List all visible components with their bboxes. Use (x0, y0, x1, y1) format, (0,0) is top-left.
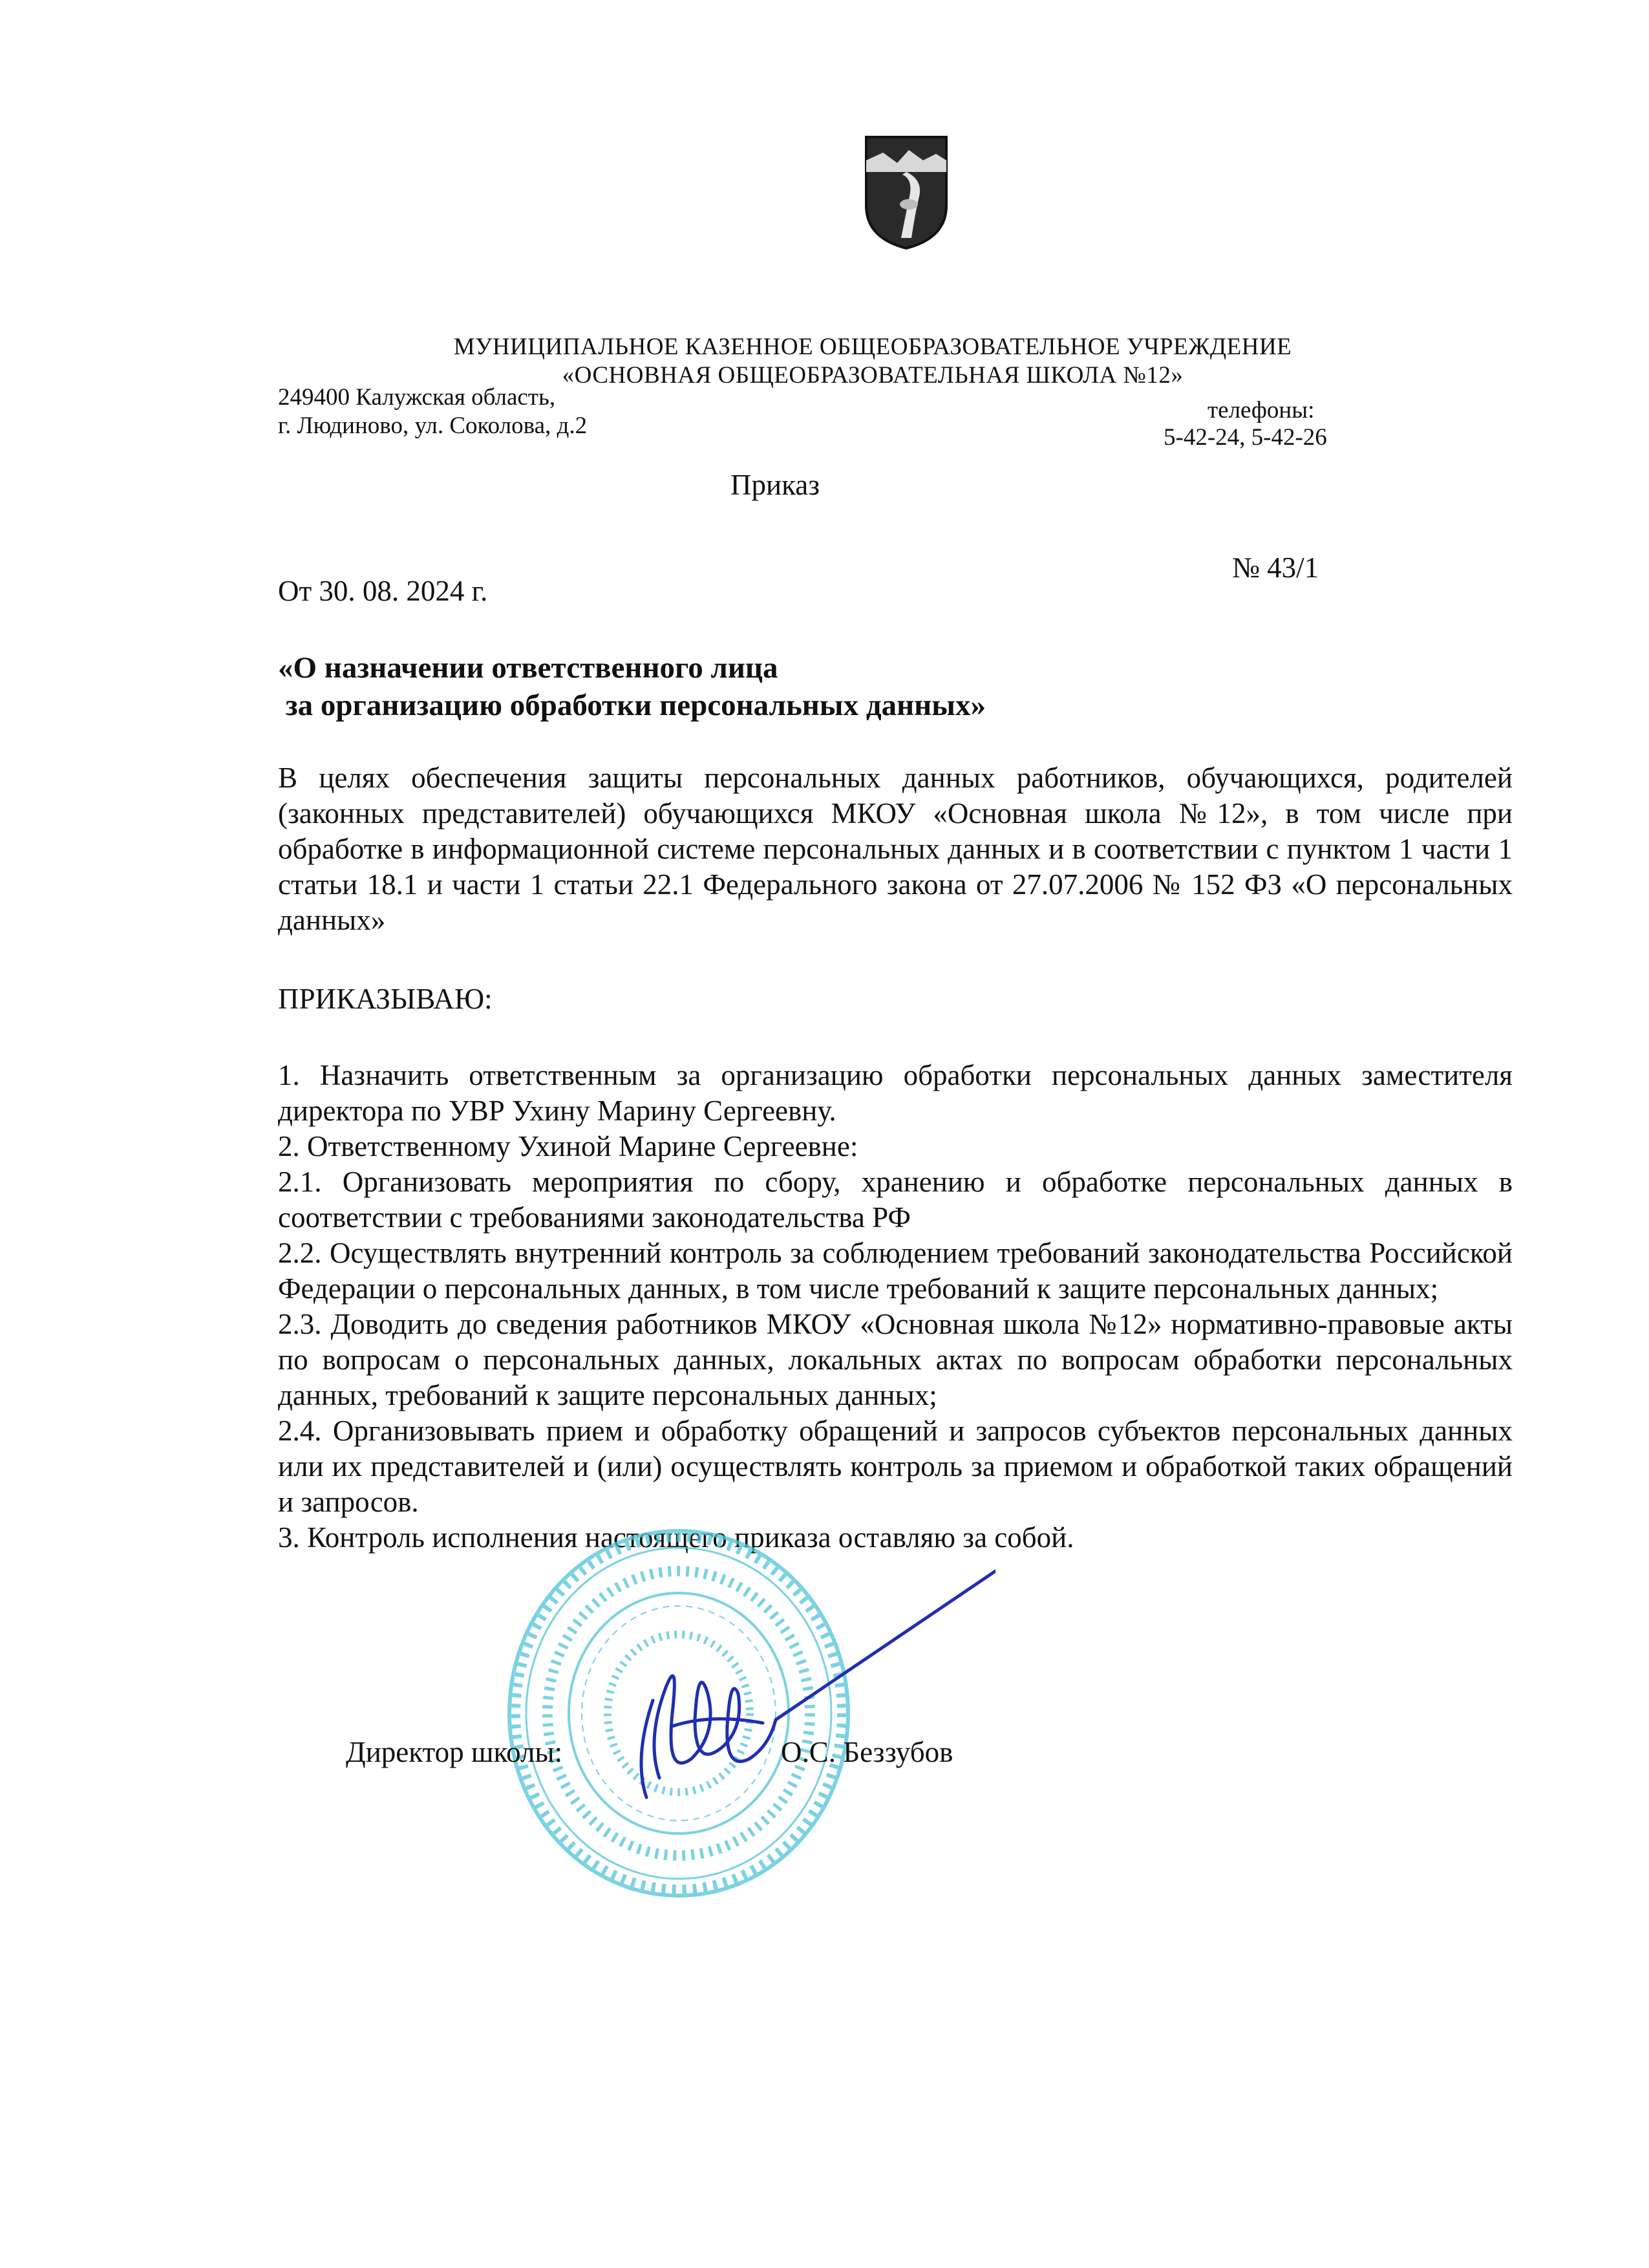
order-items (278, 1058, 1513, 1556)
document-subject (278, 649, 986, 724)
handwritten-signature (569, 1565, 995, 1862)
order-item-2-4: 2.4. Организовывать прием и обработку обращений и запросов субъектов персональных данных или их представителей и (или) осуществлять контроль за приемом и обработкой таких обращений и запросов. (278, 1415, 1513, 1518)
order-item-2-3: 2.3. Доводить до сведения работников МКОУ «Основная школа №12» нормативно-правовые акты по вопросам о персональных данных, локальных актах по вопросам обработки персональных данных, требований к защите персональных данных; (278, 1308, 1513, 1411)
coat-of-arms-icon (864, 134, 949, 251)
decree-heading: ПРИКАЗЫВАЮ: (278, 983, 493, 1015)
order-item-1: 1. Назначить ответственным за организацию обработки персональных данных заместителя директора по УВР Ухину Марину Сергеевну. (278, 1059, 1513, 1127)
order-item-2-1: 2.1. Организовать мероприятия по сбору, хранению и обработке персональных данных в соответствии с требованиями законодательства РФ (278, 1166, 1513, 1234)
document-title: Приказ (730, 469, 820, 501)
order-item-2-2: 2.2. Осуществлять внутренний контроль за соблюдением требований законодательства Российской Федерации о персональных данных, в том числе требований к защите персональных данных; (278, 1237, 1513, 1305)
address-line1: 249400 Калужская область, (278, 384, 556, 411)
preamble-paragraph: В целях обеспечения защиты персональных данных работников, обучающихся, родителей (законных представителей) обучающихся МКОУ «Основная школа №12», в том числе при обработке в информационной системе персональных данных и в соответствии с пунктом 1 части 1 статьи 18.1 и части 1 статьи 22.1 Федерального закона от 27.07.2006 № 152 ФЗ «О персональных данных» (278, 762, 1513, 936)
document-number: № 43/1 (1232, 551, 1319, 584)
address-line2: г. Людиново, ул. Соколова, д.2 (278, 412, 588, 439)
signature-role: Директор школы: (346, 1736, 563, 1768)
institution-name-line2: «ОСНОВНАЯ ОБЩЕОБРАЗОВАТЕЛЬНАЯ ШКОЛА №12» (562, 362, 1184, 389)
subject-line1: «О назначении ответственного лица (278, 651, 778, 685)
phones-label: телефоны: (1207, 397, 1315, 423)
order-item-2: 2. Ответственному Ухиной Марине Сергеевне: (278, 1130, 858, 1162)
phones: 5-42-24, 5-42-26 (1164, 424, 1327, 451)
institution-name-line1: МУНИЦИПАЛЬНОЕ КАЗЕННОЕ ОБЩЕОБРАЗОВАТЕЛЬНОЕ УЧРЕЖДЕНИЕ (453, 334, 1292, 360)
subject-line2: за организацию обработки персональных данных» (278, 689, 986, 722)
signature-name: О.С. Беззубов (781, 1736, 953, 1768)
document-date: От 30. 08. 2024 г. (278, 575, 488, 607)
order-item-3: 3. Контроль исполнения настоящего приказа оставляю за собой. (278, 1521, 1074, 1554)
